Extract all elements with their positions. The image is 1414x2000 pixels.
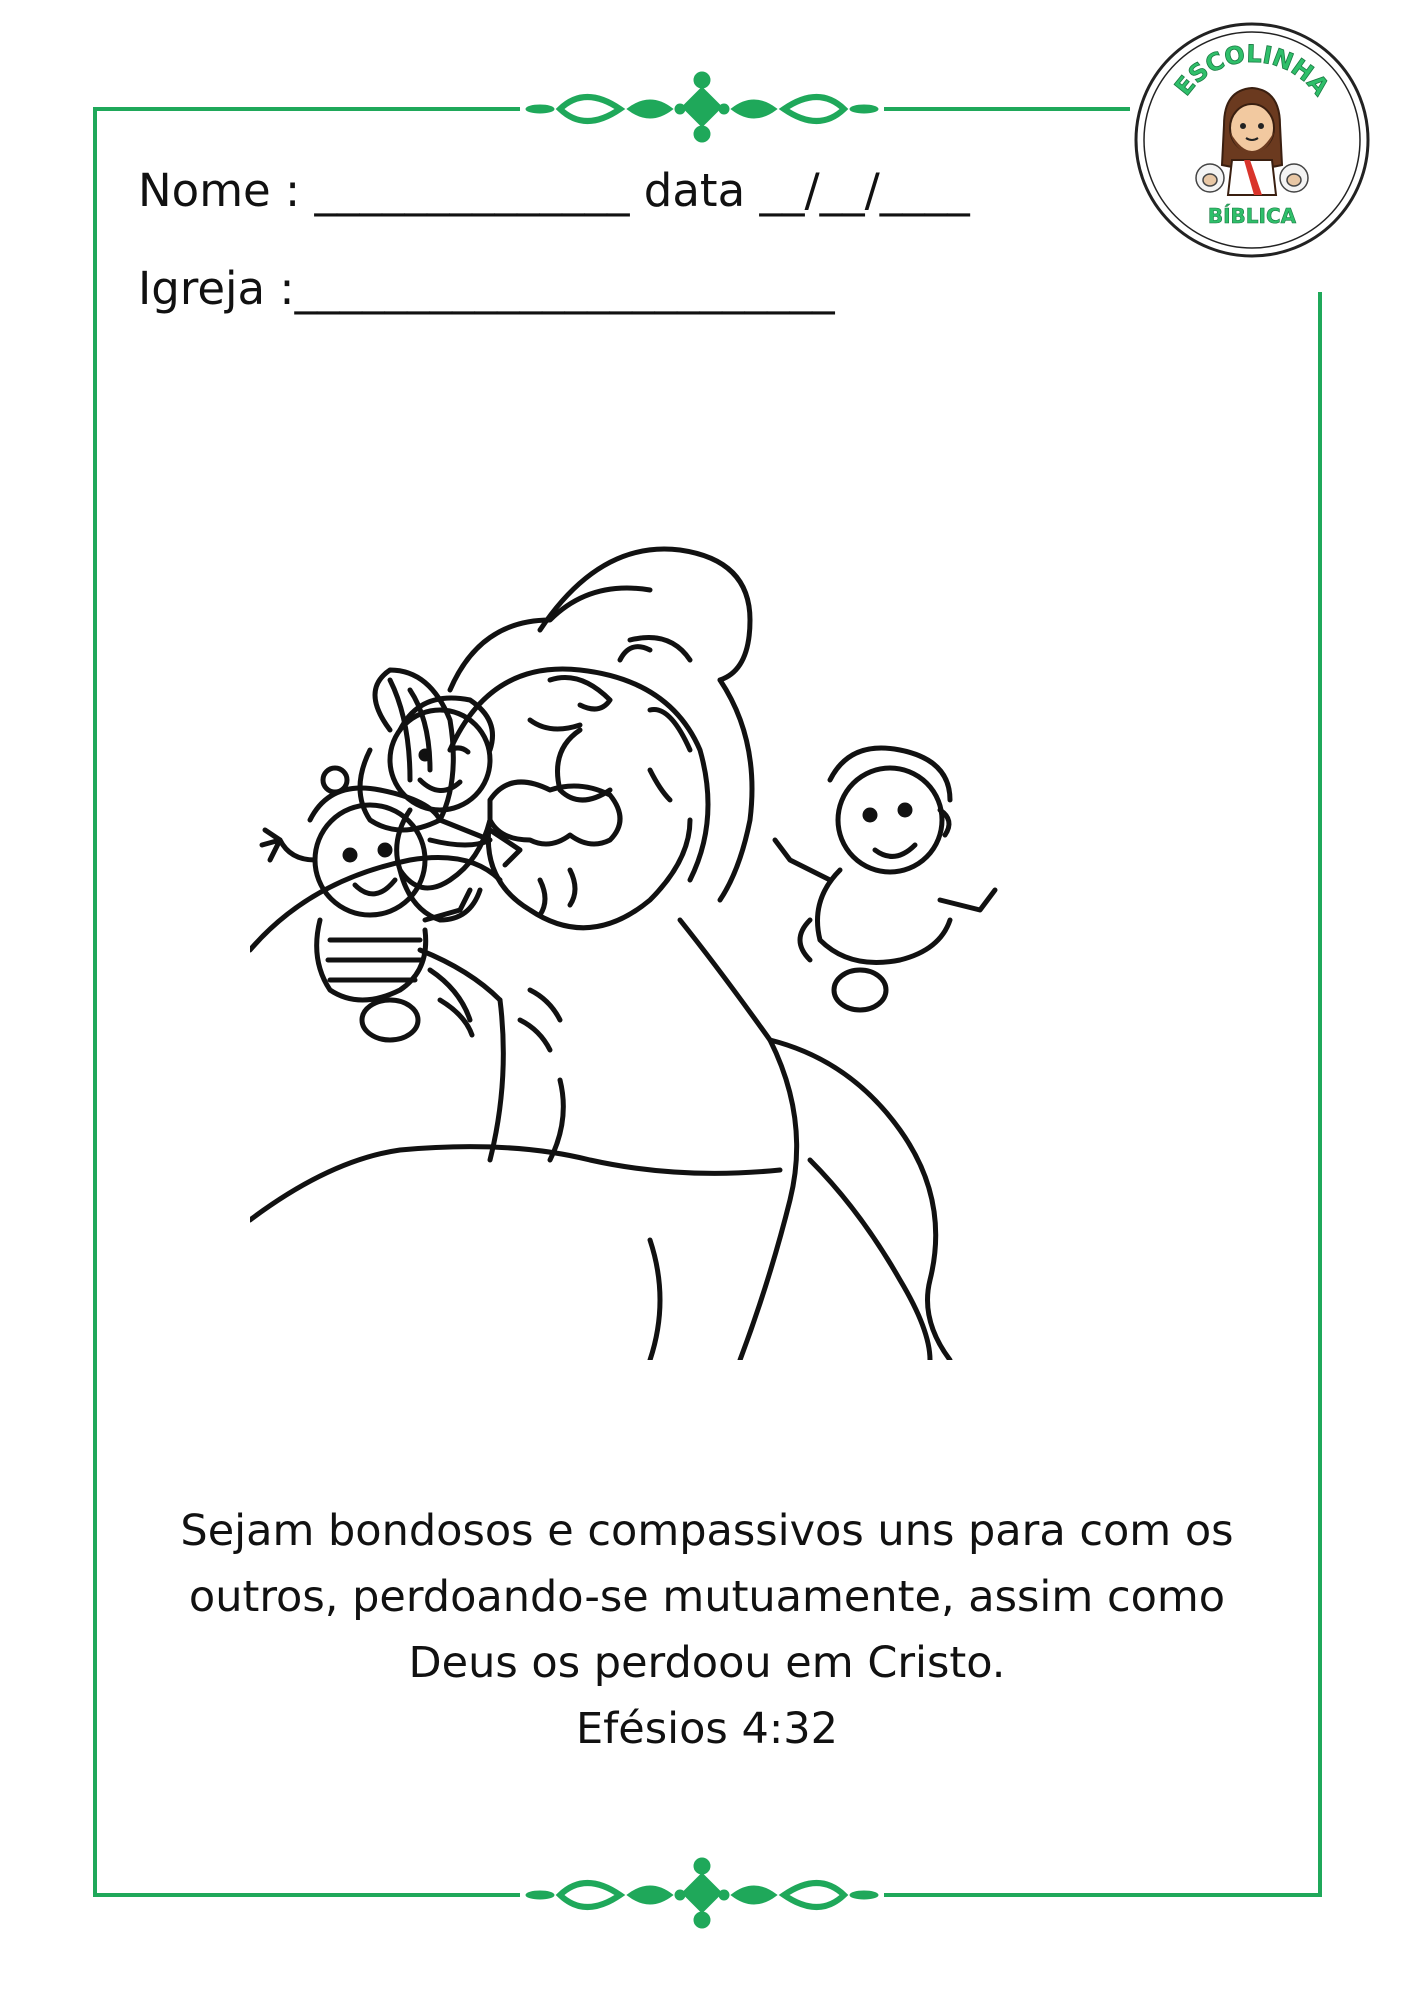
bible-verse — [100, 1498, 1314, 1762]
top-ornament — [526, 72, 878, 142]
verse-line-1: Sejam bondosos e compassivos uns para com os — [180, 1506, 1234, 1556]
bottom-ornament — [526, 1858, 878, 1928]
name-date-field-label: Nome : ______________ data __/__/____ — [138, 164, 970, 217]
verse-line-2: outros, perdoando-se mutuamente, assim como — [188, 1572, 1226, 1622]
verse-reference: Efésios 4:32 — [575, 1704, 839, 1754]
verse-line-3: Deus os perdoou em Cristo. — [408, 1638, 1006, 1688]
jesus-character-icon — [1222, 88, 1282, 195]
escolinha-biblica-logo — [1132, 20, 1372, 260]
logo-bottom-text: BÍBLICA — [1207, 204, 1297, 228]
child-drawing-right — [775, 748, 995, 1010]
coloring-illustration — [250, 520, 1130, 1360]
logo-top-text: ESCOLINHA — [1169, 39, 1335, 101]
church-field-label: Igreja :________________________ — [138, 262, 835, 315]
